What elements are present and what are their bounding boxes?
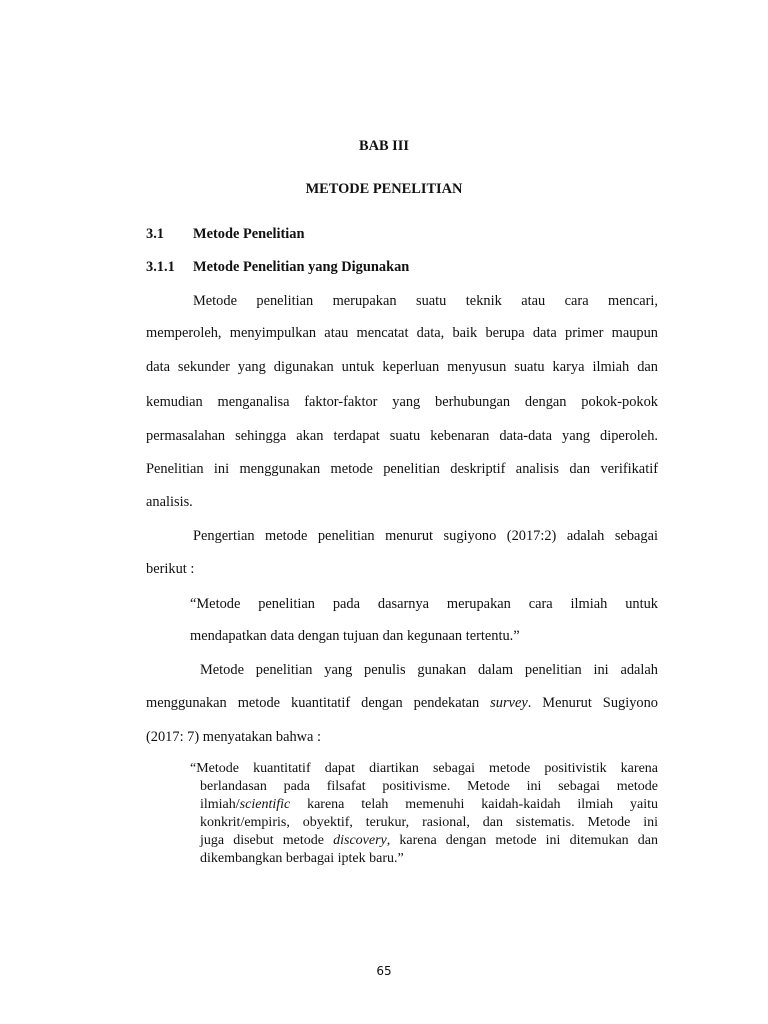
paragraph-line: berikut : xyxy=(146,561,195,577)
italic-term: discovery xyxy=(333,833,387,848)
page-number: 65 xyxy=(376,964,392,978)
block-quote-line xyxy=(190,832,658,850)
paragraph-line xyxy=(146,695,658,712)
text-span: ilmiah/ xyxy=(200,797,240,812)
paragraph-line: permasalahan sehingga akan terdapat suatu kebenaran data-data yang diperoleh. xyxy=(146,428,658,444)
paragraph-line: Metode penelitian merupakan suatu teknik atau cara mencari, xyxy=(193,293,658,309)
paragraph-line: Pengertian metode penelitian menurut sugiyono (2017:2) adalah sebagai xyxy=(193,528,658,544)
paragraph-line: analisis. xyxy=(146,494,193,510)
paragraph-line: Metode penelitian yang penulis gunakan dalam penelitian ini adalah xyxy=(200,662,658,678)
paragraph-line: Penelitian ini menggunakan metode penelitian deskriptif analisis dan verifikatif xyxy=(146,461,658,477)
block-quote-line: berlandasan pada filsafat positivisme. Metode ini sebagai metode xyxy=(200,779,658,794)
paragraph-line: (2017: 7) menyatakan bahwa : xyxy=(146,729,322,745)
text-span: juga disebut metode xyxy=(200,833,334,848)
subsection-title: Metode Penelitian yang Digunakan xyxy=(193,259,410,275)
block-quote-line: dikembangkan berbagai iptek baru.” xyxy=(200,851,404,866)
subsection-number: 3.1.1 xyxy=(146,259,175,275)
block-quote-line: konkrit/empiris, obyektif, terukur, rasional, dan sistematis. Metode ini xyxy=(200,815,658,830)
block-quote-line: “Metode kuantitatif dapat diartikan sebagai metode positivistik karena xyxy=(190,761,658,776)
paragraph-line: data sekunder yang digunakan untuk keperluan menyusun suatu karya ilmiah dan xyxy=(146,359,658,375)
italic-term: survey xyxy=(490,695,528,711)
text-span: karena telah memenuhi kaidah-kaidah ilmiah yaitu xyxy=(290,797,658,812)
italic-term: scientific xyxy=(239,797,291,812)
block-quote xyxy=(190,760,658,868)
block-quote-line: “Metode penelitian pada dasarnya merupakan cara ilmiah untuk xyxy=(190,596,658,612)
block-quote-line xyxy=(190,796,658,814)
paragraph-line: kemudian menganalisa faktor-faktor yang berhubungan dengan pokok-pokok xyxy=(146,394,658,410)
block-quote-line: mendapatkan data dengan tujuan dan kegunaan tertentu.” xyxy=(190,628,520,644)
section-title: Metode Penelitian xyxy=(193,226,305,242)
text-span: . Menurut Sugiyono xyxy=(527,695,658,711)
chapter-number: BAB III xyxy=(359,138,409,154)
section-number: 3.1 xyxy=(146,226,164,242)
text-span: menggunakan metode kuantitatif dengan pendekatan xyxy=(146,695,480,711)
chapter-title: METODE PENELITIAN xyxy=(305,181,463,197)
text-span: , karena dengan metode ini ditemukan dan xyxy=(386,833,658,848)
paragraph-line: memperoleh, menyimpulkan atau mencatat data, baik berupa data primer maupun xyxy=(146,325,658,341)
